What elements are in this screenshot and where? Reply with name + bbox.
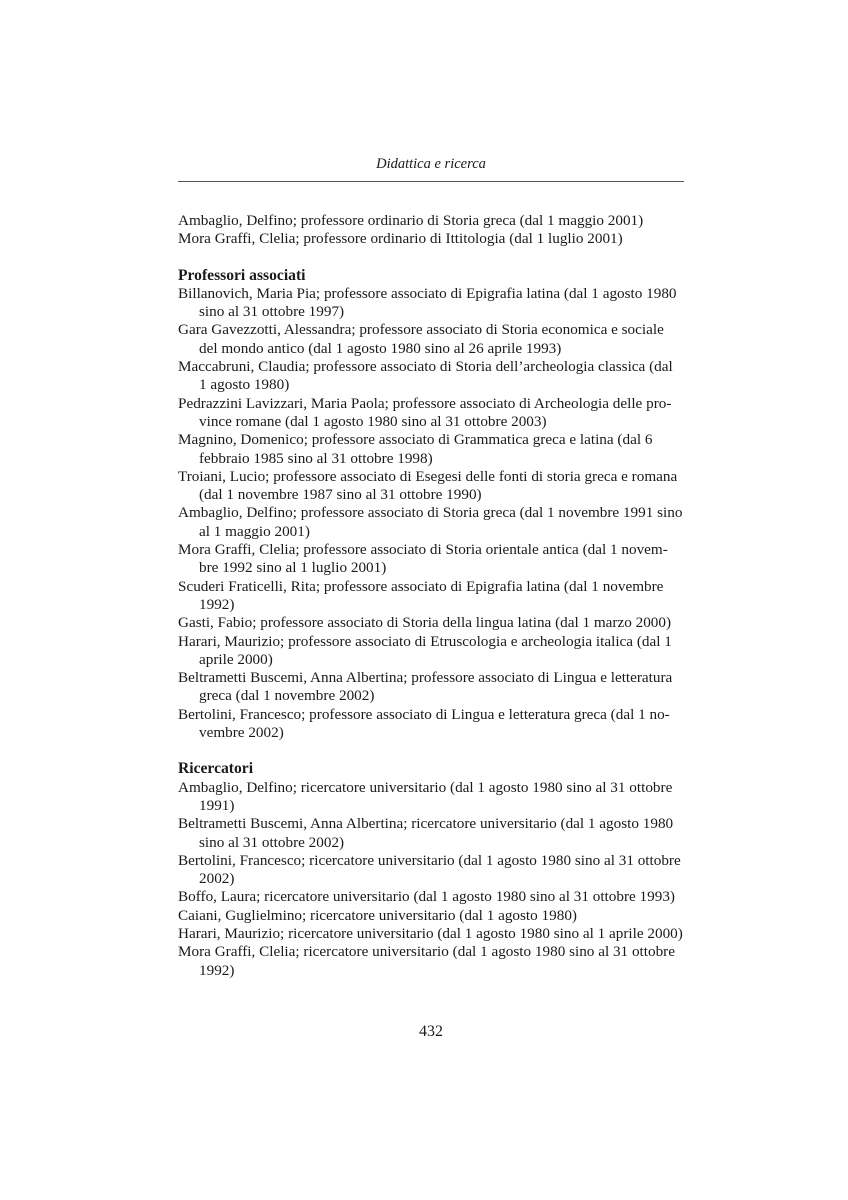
entry-line: Scuderi Fraticelli, Rita; professore associato di Epigrafia latina (dal 1 novembre: [178, 577, 664, 595]
entry-line: 1 agosto 1980): [199, 376, 290, 394]
page-body: [178, 212, 684, 980]
entry-line: aprile 2000): [199, 650, 273, 668]
entry-line: 1991): [199, 796, 235, 814]
entry-line: del mondo antico (dal 1 agosto 1980 sino al 26 aprile 1993): [199, 339, 562, 357]
entry-line: Beltrametti Buscemi, Anna Albertina; ricercatore universitario (dal 1 agosto 1980: [178, 815, 674, 833]
section-heading-associati: Professori associati: [178, 266, 306, 284]
entry-line: Troiani, Lucio; professore associato di Esegesi delle fonti di storia greca e romana: [178, 467, 678, 485]
list-item: [178, 779, 684, 816]
entry-line: Gara Gavezzotti, Alessandra; professore associato di Storia economica e sociale: [178, 321, 664, 339]
list-item: [178, 504, 684, 541]
entry-line: greca (dal 1 novembre 2002): [199, 687, 375, 705]
list-item: [178, 395, 684, 432]
entry-line: Gasti, Fabio; professore associato di Storia della lingua latina (dal 1 marzo 2000): [178, 614, 672, 632]
ordinari-list: [178, 212, 684, 249]
entry-line: Beltrametti Buscemi, Anna Albertina; professore associato di Lingua e letteratura: [178, 669, 673, 687]
associati-list: [178, 285, 684, 742]
entry-line: Pedrazzini Lavizzari, Maria Paola; professore associato di Archeologia delle pro-: [178, 394, 672, 412]
entry-line: Bertolini, Francesco; professore associato di Lingua e letteratura greca (dal 1 no-: [178, 705, 670, 723]
entry-line: Mora Graffi, Clelia; ricercatore universitario (dal 1 agosto 1980 sino al 31 ottobre: [178, 943, 675, 961]
list-item: [178, 614, 684, 632]
list-item: [178, 907, 684, 925]
entry-line: Maccabruni, Claudia; professore associato di Storia dell’archeologia classica (dal: [178, 358, 673, 376]
entry-line: sino al 31 ottobre 2002): [199, 833, 345, 851]
entry-line: bre 1992 sino al 1 luglio 2001): [199, 559, 387, 577]
entry-line: Ambaglio, Delfino; professore ordinario di Storia greca (dal 1 maggio 2001): [178, 212, 644, 229]
page-number: 432: [419, 1023, 443, 1040]
entry-line: 2002): [199, 870, 235, 888]
entry-line: vembre 2002): [199, 724, 284, 742]
list-item: [178, 815, 684, 852]
list-item: [178, 468, 684, 505]
entry-line: al 1 maggio 2001): [199, 522, 310, 540]
entry-line: Ambaglio, Delfino; professore associato di Storia greca (dal 1 novembre 1991 sino: [178, 504, 683, 522]
ricercatori-list: [178, 779, 684, 980]
list-item: [178, 852, 684, 889]
list-item: [178, 321, 684, 358]
list-item: [178, 633, 684, 670]
entry-line: Caiani, Guglielmino; ricercatore universitario (dal 1 agosto 1980): [178, 906, 577, 924]
list-item: [178, 431, 684, 468]
entry-line: Ambaglio, Delfino; ricercatore universitario (dal 1 agosto 1980 sino al 31 ottobre: [178, 778, 673, 796]
entry-line: (dal 1 novembre 1987 sino al 31 ottobre 1990): [199, 486, 482, 504]
entry-line: Mora Graffi, Clelia; professore associato di Storia orientale antica (dal 1 novem-: [178, 541, 668, 559]
entry-line: 1992): [199, 961, 235, 979]
entry-line: Harari, Maurizio; professore associato di Etruscologia e archeologia italica (dal 1: [178, 632, 672, 650]
entry-line: Mora Graffi, Clelia; professore ordinario di Ittitologia (dal 1 luglio 2001): [178, 230, 623, 248]
list-item: [178, 669, 684, 706]
entry-line: Billanovich, Maria Pia; professore associato di Epigrafia latina (dal 1 agosto 1980: [178, 284, 677, 302]
list-item: [178, 578, 684, 615]
running-title: Didattica e ricerca: [376, 156, 486, 172]
entry-line: Harari, Maurizio; ricercatore universitario (dal 1 agosto 1980 sino al 1 aprile 2000): [178, 924, 683, 942]
list-item: [178, 212, 684, 230]
entry-line: 1992): [199, 595, 235, 613]
header-rule: [178, 181, 684, 182]
list-item: [178, 706, 684, 743]
list-item: [178, 358, 684, 395]
entry-line: vince romane (dal 1 agosto 1980 sino al 31 ottobre 2003): [199, 412, 547, 430]
list-item: [178, 230, 684, 248]
entry-line: Bertolini, Francesco; ricercatore universitario (dal 1 agosto 1980 sino al 31 ottobre: [178, 851, 681, 869]
entry-line: sino al 31 ottobre 1997): [199, 303, 345, 321]
list-item: [178, 541, 684, 578]
section-heading-ricercatori: Ricercatori: [178, 760, 254, 778]
entry-line: febbraio 1985 sino al 31 ottobre 1998): [199, 449, 433, 467]
entry-line: Magnino, Domenico; professore associato di Grammatica greca e latina (dal 6: [178, 431, 653, 449]
list-item: [178, 285, 684, 322]
entry-line: Boffo, Laura; ricercatore universitario (dal 1 agosto 1980 sino al 31 ottobre 1993): [178, 888, 675, 906]
list-item: [178, 888, 684, 906]
list-item: [178, 943, 684, 980]
list-item: [178, 925, 684, 943]
